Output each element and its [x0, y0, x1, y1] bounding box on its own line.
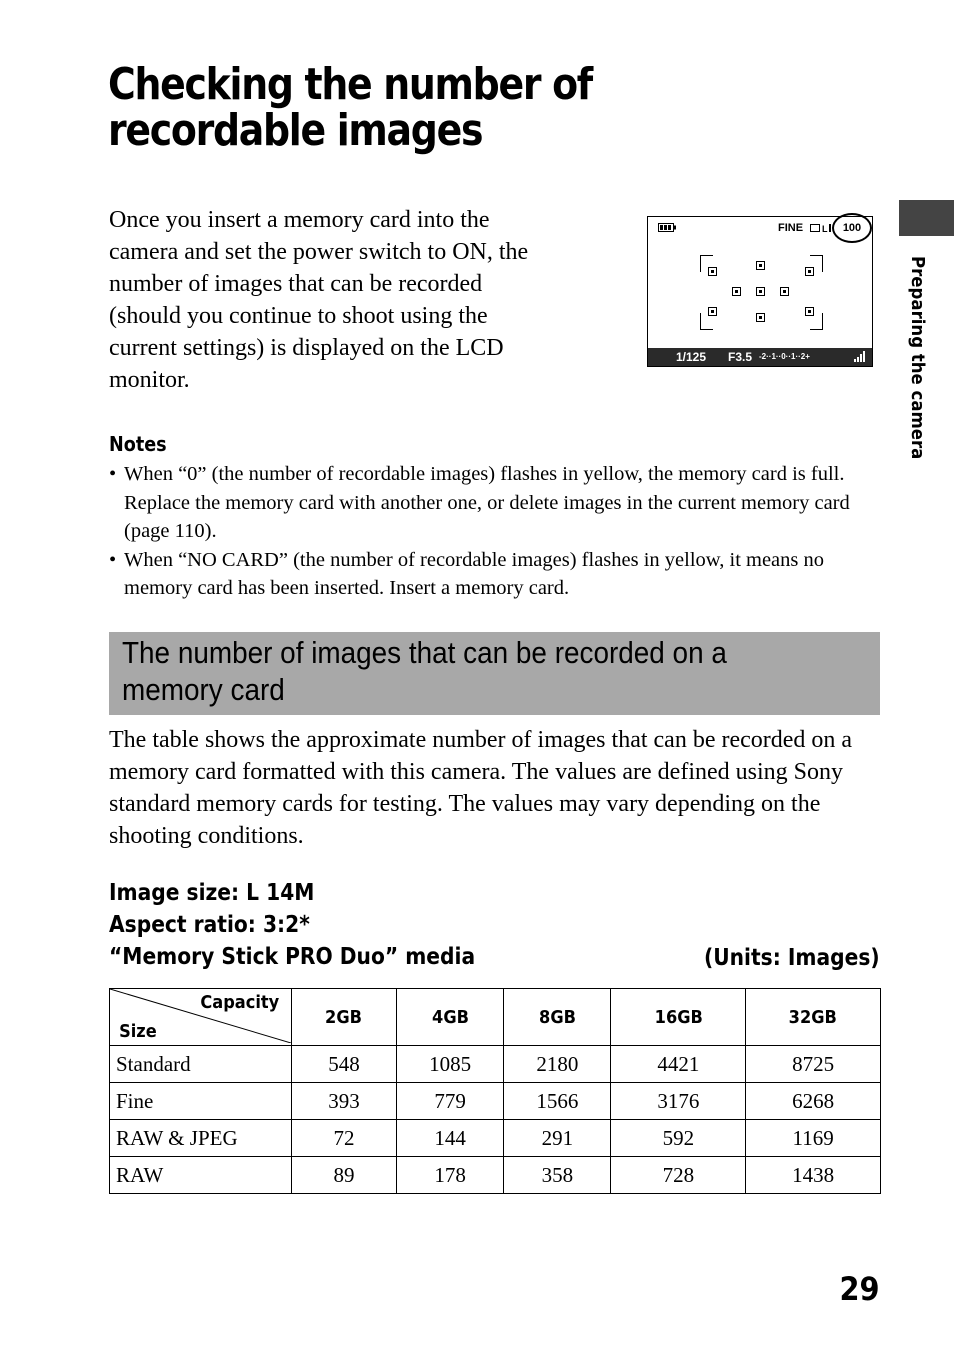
column-header: 32GB — [746, 989, 881, 1046]
af-point — [756, 261, 765, 270]
lcd-exposure-scale: -2··1··0··1··2+ — [759, 352, 810, 361]
af-point — [805, 267, 814, 276]
svg-text:L: L — [822, 224, 828, 233]
capacity-table — [109, 988, 881, 1194]
lcd-shutter-speed: 1/125 — [676, 350, 707, 364]
af-point — [805, 307, 814, 316]
row-label: RAW — [110, 1157, 292, 1194]
intro-paragraph: Once you insert a memory card into the camera and set the power switch to ON, the number of images that can be recorded (should you continue to shoot using the current settings) is displayed on the LCD monitor. — [109, 207, 529, 393]
row-label: Fine — [110, 1083, 292, 1120]
column-header: 2GB — [292, 989, 397, 1046]
spec-image-size: Image size: L 14M — [109, 880, 315, 906]
table-cell: 1566 — [504, 1083, 611, 1120]
column-header: 4GB — [396, 989, 503, 1046]
row-label: Standard — [110, 1046, 292, 1083]
notes-list — [109, 460, 879, 603]
note-item: • When “0” (the number of recordable images) flashes in yellow, the memory card is full. Replace the memory card with another one, or delete images in the current memory card (page 110). — [109, 460, 879, 546]
lcd-aperture: F3.5 — [728, 350, 753, 364]
corner-capacity-label: Capacity — [200, 992, 280, 1013]
table-cell: 8725 — [746, 1046, 881, 1083]
corner-size-label: Size — [119, 1021, 157, 1042]
lcd-info-bar — [648, 348, 872, 366]
table-cell: 1085 — [396, 1046, 503, 1083]
section-body: The table shows the approximate number of images that can be recorded on a memory card formatted with this camera. The values are defined using Sony standard memory cards for testing. The values may vary depending on the shooting conditions. — [109, 727, 853, 849]
af-point — [732, 287, 741, 296]
table-cell: 1169 — [746, 1120, 881, 1157]
table-row — [110, 1046, 881, 1083]
af-point — [708, 307, 717, 316]
row-label: RAW & JPEG — [110, 1120, 292, 1157]
table-cell: 144 — [396, 1120, 503, 1157]
spec-aspect-ratio: Aspect ratio: 3:2* — [109, 912, 310, 938]
table-cell: 178 — [396, 1157, 503, 1194]
table-header-row — [110, 989, 881, 1046]
section-heading: The number of images that can be recorded on a memory card — [122, 635, 727, 707]
table-cell: 1438 — [746, 1157, 881, 1194]
table-cell: 89 — [292, 1157, 397, 1194]
notes-title: Notes — [109, 432, 167, 456]
table-cell: 728 — [611, 1157, 746, 1194]
note-item: • When “NO CARD” (the number of recordable images) flashes in yellow, it means no memory card has been inserted. Insert a memory card. — [109, 546, 879, 603]
spec-units: (Units: Images) — [704, 945, 880, 971]
page-title: Checking the number of recordable images — [108, 59, 592, 156]
table-cell: 291 — [504, 1120, 611, 1157]
table-row — [110, 1120, 881, 1157]
table-cell: 592 — [611, 1120, 746, 1157]
af-point — [756, 287, 765, 296]
table-cell: 3176 — [611, 1083, 746, 1120]
page-number: 29 — [839, 1270, 880, 1308]
lcd-quality: FINE — [778, 222, 804, 234]
spec-media: “Memory Stick PRO Duo” media — [109, 944, 476, 970]
table-cell: 358 — [504, 1157, 611, 1194]
table-cell: 2180 — [504, 1046, 611, 1083]
table-cell: 6268 — [746, 1083, 881, 1120]
af-point — [780, 287, 789, 296]
chapter-tab-marker — [899, 200, 954, 236]
battery-icon — [658, 223, 676, 232]
table-cell: 72 — [292, 1120, 397, 1157]
table-row — [110, 1157, 881, 1194]
signal-bars-icon — [854, 351, 866, 362]
table-row — [110, 1083, 881, 1120]
table-corner-cell — [110, 989, 292, 1046]
table-cell: 4421 — [611, 1046, 746, 1083]
recordable-count-highlight: 100 — [832, 213, 872, 243]
column-header: 16GB — [611, 989, 746, 1046]
chapter-tab-label: Preparing the camera — [907, 256, 928, 460]
af-point — [708, 267, 717, 276]
table-cell: 548 — [292, 1046, 397, 1083]
af-point — [756, 313, 765, 322]
table-cell: 779 — [396, 1083, 503, 1120]
table-cell: 393 — [292, 1083, 397, 1120]
column-header: 8GB — [504, 989, 611, 1046]
